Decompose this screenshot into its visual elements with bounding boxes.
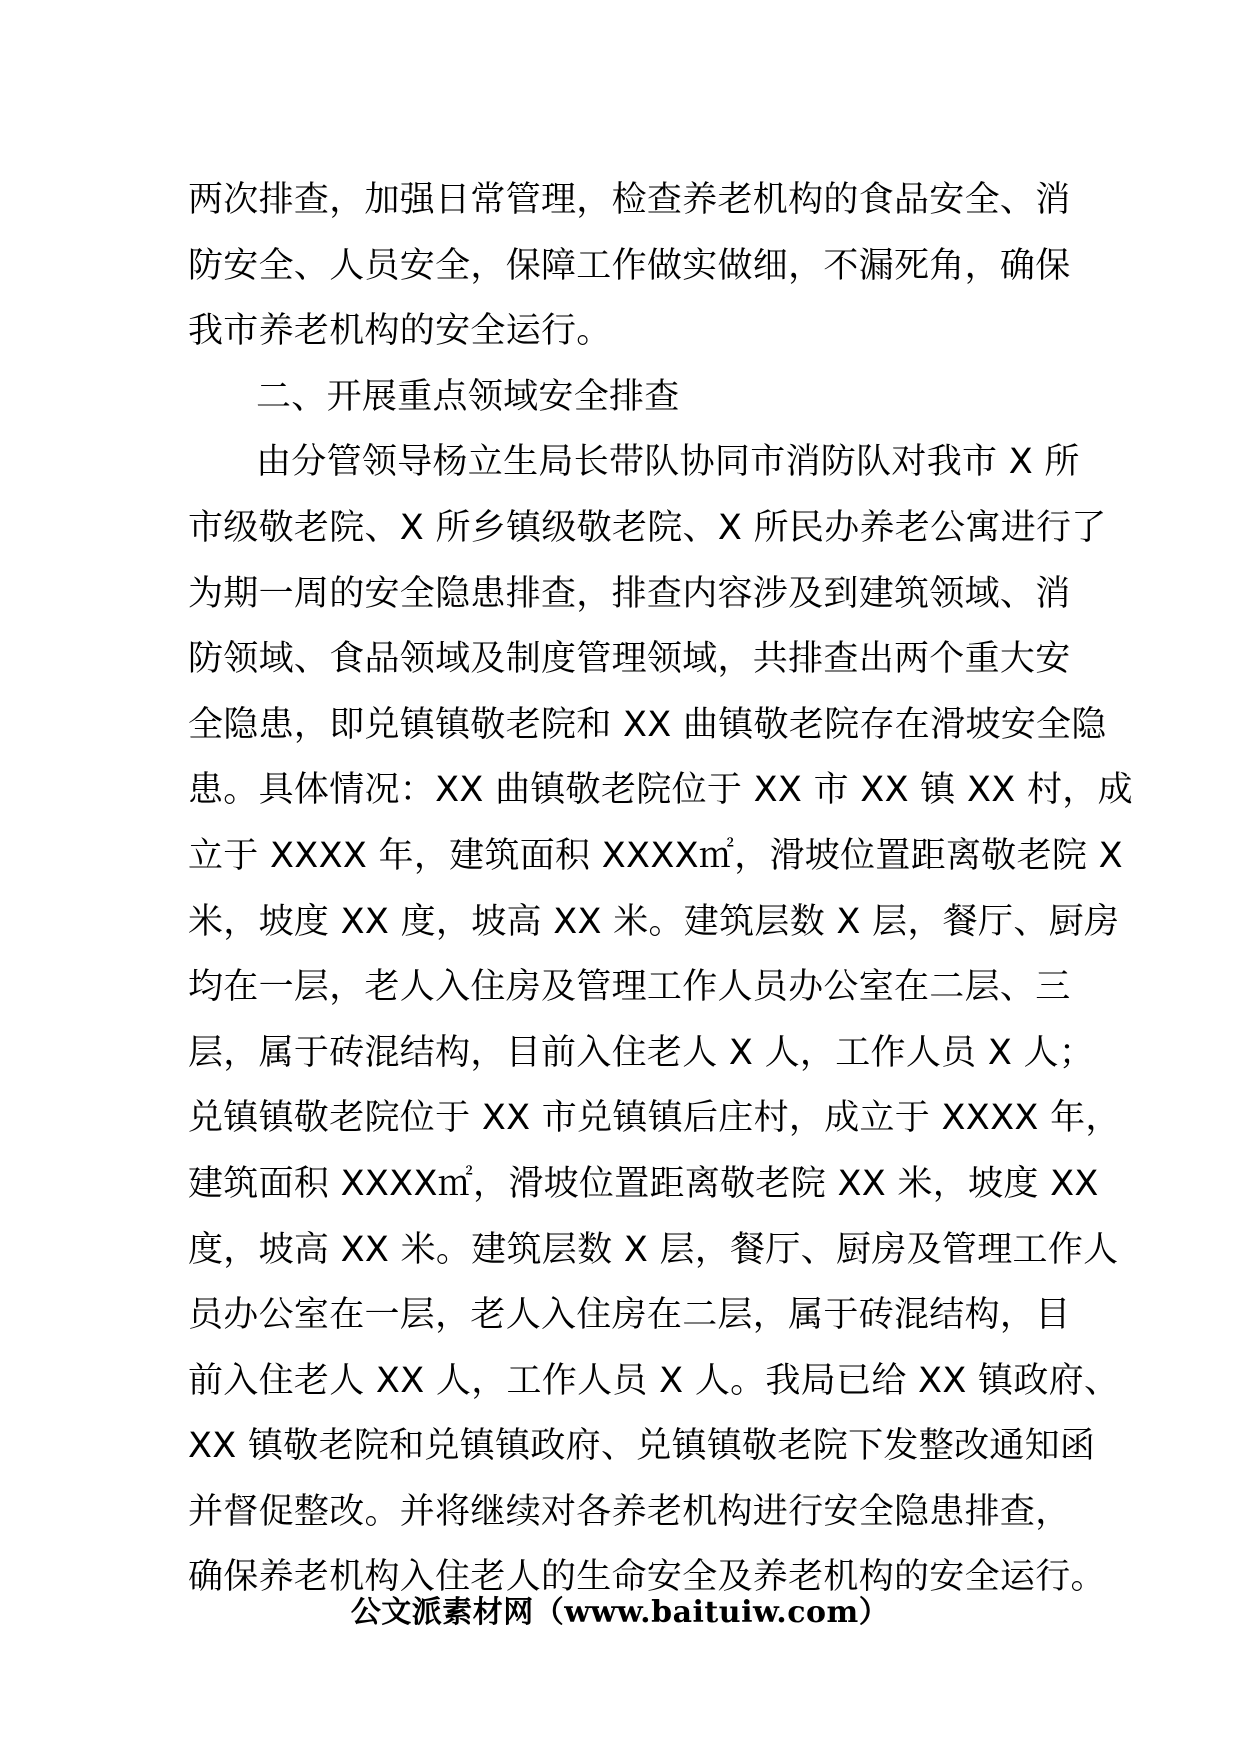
text-line: 建筑面积 XXXX㎡，滑坡位置距离敬老院 XX 米，坡度 XX (188, 1163, 1099, 1204)
text-line: 两次排查，加强日常管理，检查养老机构的食品安全、消 (188, 180, 1071, 220)
text-line: 由分管领导杨立生局长带队协同市消防队对我市 X 所 (256, 442, 1080, 483)
text-line: 我市养老机构的安全运行。 (188, 311, 612, 352)
text-line: 防安全、人员安全，保障工作做实做细，不漏死角，确保 (188, 245, 1071, 286)
text-line: 立于 XXXX 年，建筑面积 XXXX㎡，滑坡位置距离敬老院 X (188, 835, 1123, 876)
text-line: XX 镇敬老院和兑镇镇政府、兑镇镇敬老院下发整改通知函 (188, 1426, 1096, 1467)
document-body (188, 168, 1133, 1611)
text-line: 米，坡度 XX 度，坡高 XX 米。建筑层数 X 层，餐厅、厨房 (188, 901, 1120, 942)
text-line: 患。具体情况：XX 曲镇敬老院位于 XX 市 XX 镇 XX 村，成 (188, 770, 1133, 811)
section-heading: 二、开展重点领域安全排查 (256, 376, 680, 417)
text-line: 全隐患，即兑镇镇敬老院和 XX 曲镇敬老院存在滑坡安全隐 (188, 704, 1107, 745)
text-line: 确保养老机构入住老人的生命安全及养老机构的安全运行。 (188, 1557, 1106, 1598)
text-line: 为期一周的安全隐患排查，排查内容涉及到建筑领域、消 (188, 573, 1071, 614)
text-line: 并督促整改。并将继续对各养老机构进行安全隐患排查， (188, 1491, 1071, 1532)
text-line: 市级敬老院、X 所乡镇级敬老院、X 所民办养老公寓进行了 (188, 507, 1107, 548)
text-line: 度，坡高 XX 米。建筑层数 X 层，餐厅、厨房及管理工作人 (188, 1229, 1119, 1270)
text-line: 前入住老人 XX 人，工作人员 X 人。我局已给 XX 镇政府、 (188, 1360, 1120, 1401)
footer-source: 公文派素材网（www.baituiw.com） (350, 1595, 890, 1630)
text-line: 员办公室在一层，老人入住房在二层，属于砖混结构，目 (188, 1295, 1071, 1336)
text-line: 均在一层，老人入住房及管理工作人员办公室在二层、三 (188, 967, 1071, 1008)
text-line: 兑镇镇敬老院位于 XX 市兑镇镇后庄村，成立于 XXXX 年， (188, 1098, 1121, 1139)
text-line: 防领域、食品领域及制度管理领域，共排查出两个重大安 (188, 639, 1071, 680)
text-line: 层，属于砖混结构，目前入住老人 X 人，工作人员 X 人； (188, 1032, 1095, 1073)
